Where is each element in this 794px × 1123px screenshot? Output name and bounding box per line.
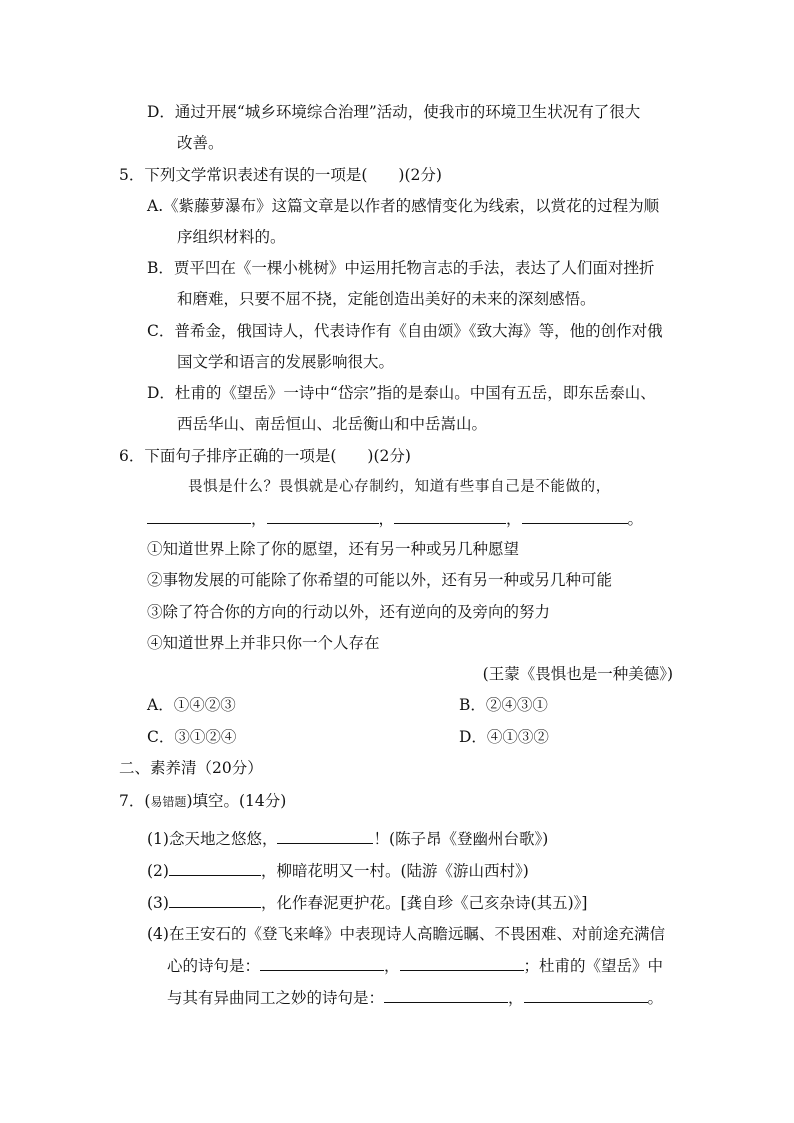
period: 。 xyxy=(627,510,644,528)
q6-item-3: ③除了符合你的方向的行动以外，还有逆向的及旁向的努力 xyxy=(147,603,551,621)
q6-passage: 畏惧是什么？畏惧就是心存制约，知道有些事自己是不能做的， xyxy=(188,479,611,495)
q7-sub-3 xyxy=(147,892,587,913)
q7-sub-1 xyxy=(147,828,548,849)
q7-sub-4-line2-suffix: ；杜甫的《望岳》中 xyxy=(523,957,664,975)
q7-blank-5[interactable] xyxy=(400,955,524,971)
q4-option-d-line2: 改善。 xyxy=(177,134,224,152)
q5-option-c-line2: 国文学和语言的发展影响很大。 xyxy=(177,353,395,371)
q7-sub-2-suffix: ，柳暗花明又一村。(陆游《游山西村》) xyxy=(260,862,529,880)
q7-sub-3-prefix: (3) xyxy=(147,894,169,912)
q6-blank-2[interactable] xyxy=(267,508,379,524)
q7-sub-4-line3 xyxy=(167,987,663,1008)
q7-sub-2-prefix: (2) xyxy=(147,862,169,880)
section-title: 二、素养清（20分） xyxy=(119,759,263,777)
q7-stem xyxy=(119,791,286,812)
q7-sub-3-suffix: ，化作春泥更护花。[龚自珍《己亥杂诗(其五)》] xyxy=(260,894,588,912)
q6-blank-1[interactable] xyxy=(147,508,251,524)
q7-number: 7．( xyxy=(119,792,151,810)
q6-option-b: B．②④③① xyxy=(459,696,548,714)
q6-stem: 6．下面句子排序正确的一项是( )(2分) xyxy=(119,447,411,465)
q7-blank-2[interactable] xyxy=(169,860,261,876)
q6-blank-3[interactable] xyxy=(394,508,506,524)
q6-blank-4[interactable] xyxy=(522,508,628,524)
q7-blank-4[interactable] xyxy=(260,955,384,971)
q7-sub-1-suffix: ！(陈子昂《登幽州台歌》) xyxy=(373,830,549,848)
q7-sub-4-line3-prefix: 与其有异曲同工之妙的诗句是： xyxy=(167,989,385,1007)
q7-blank-1[interactable] xyxy=(277,828,373,844)
q6-option-a: A．①④②③ xyxy=(147,696,236,714)
q7-tag: 易错题 xyxy=(150,795,187,809)
q4-option-d-line1: D．通过开展“城乡环境综合治理”活动，使我市的环境卫生状况有了很大 xyxy=(147,103,641,121)
q7-blank-7[interactable] xyxy=(524,987,648,1003)
q7-sub-2 xyxy=(147,860,529,881)
q7-sub-4-line2 xyxy=(167,955,663,976)
q5-option-d-line2: 西岳华山、南岳恒山、北岳衡山和中岳嵩山。 xyxy=(177,415,488,433)
q7-stem-text: )填空。(14分) xyxy=(186,792,287,810)
q5-option-a-line1: A.《紫藤萝瀑布》这篇文章是以作者的感情变化为线索，以赏花的过程为顺 xyxy=(147,197,660,215)
q6-option-d: D．④①③② xyxy=(459,728,549,746)
q7-blank-6[interactable] xyxy=(384,987,508,1003)
q7-sub-4-line2-prefix: 心的诗句是： xyxy=(167,957,261,975)
comma: ， xyxy=(251,510,267,528)
comma: ， xyxy=(506,510,522,528)
q6-option-c: C．③①②④ xyxy=(147,728,237,746)
q5-option-b-line2: 和磨难，只要不屈不挠，定能创造出美好的未来的深刻感悟。 xyxy=(177,290,596,308)
comma: ， xyxy=(378,510,395,528)
q5-option-b-line1: B．贾平凹在《一棵小桃树》中运用托物言志的手法，表达了人们面对挫折 xyxy=(147,259,655,277)
q5-option-c-line1: C．普希金，俄国诗人，代表诗作有《自由颂》《致大海》等，他的创作对俄 xyxy=(147,322,663,340)
q6-item-4: ④知道世界上并非只你一个人存在 xyxy=(147,634,380,652)
q6-item-1: ①知道世界上除了你的愿望，还有另一种或另几种愿望 xyxy=(147,540,520,558)
q7-sub-1-prefix: (1)念天地之悠悠， xyxy=(147,830,278,848)
q6-blank-line xyxy=(147,508,643,529)
comma: ， xyxy=(384,957,400,975)
comma: ， xyxy=(508,989,524,1007)
q5-stem: 5．下列文学常识表述有误的一项是( )(2分) xyxy=(119,166,442,184)
q7-sub-4-line1: (4)在王安石的《登飞来峰》中表现诗人高瞻远瞩、不畏困难、对前途充满信 xyxy=(147,925,665,943)
q6-item-2: ②事物发展的可能除了你希望的可能以外，还有另一种或另几种可能 xyxy=(147,571,613,589)
q7-blank-3[interactable] xyxy=(169,892,261,908)
q5-option-d-line1: D．杜甫的《望岳》一诗中“岱宗”指的是泰山。中国有五岳，即东岳泰山、 xyxy=(147,384,656,402)
period: 。 xyxy=(647,989,664,1007)
q5-option-a-line2: 序组织材料的。 xyxy=(177,228,286,246)
q6-source: (王蒙《畏惧也是一种美德》) xyxy=(482,665,673,683)
